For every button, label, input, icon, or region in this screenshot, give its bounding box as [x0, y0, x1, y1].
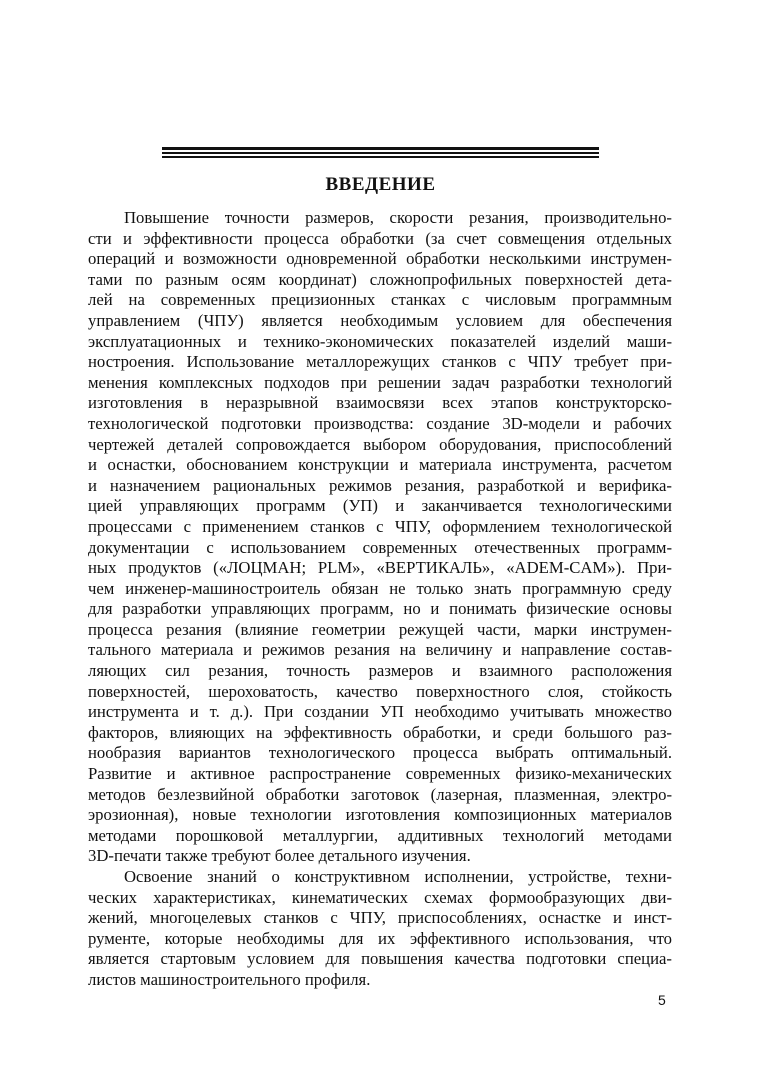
text-line: ных продуктов («ЛОЦМАН; PLM», «ВЕРТИКАЛЬ», «ADEM-CAM»). При-	[88, 558, 672, 578]
text-line: и оснастки, обоснованием конструкции и материала инструмента, расчетом	[88, 455, 672, 475]
text-line: чем инженер-машиностроитель обязан не только знать программную среду	[88, 578, 672, 598]
text-line: эксплуатационных и технико-экономических показателей изделий маши-	[88, 331, 672, 351]
text-line: инструмента и т. д.). При создании УП необходимо учитывать множество	[88, 702, 672, 722]
paragraph-1	[88, 208, 672, 867]
text-line: чертежей деталей сопровождается выбором оборудования, приспособлений	[88, 434, 672, 454]
text-line: Повышение точности размеров, скорости резания, производительно-	[124, 208, 672, 227]
text-line: 3D-печати также требуют более детального изучения.	[88, 846, 471, 866]
text-line: управлением (ЧПУ) является необходимым условием для обеспечения	[88, 310, 672, 330]
text-line: Развитие и активное распространение современных физико-механических	[88, 764, 672, 784]
text-line: процессами с применением станков с ЧПУ, оформлением технологической	[88, 516, 672, 536]
text-line: поверхностей, шероховатость, качество поверхностного слоя, стойкость	[88, 681, 672, 701]
text-line: технологической подготовки производства: создание 3D-модели и рабочих	[88, 413, 672, 433]
header-rule-middle	[162, 152, 599, 154]
text-line: ляющих сил резания, точность размеров и взаимного расположения	[88, 661, 672, 681]
text-line: лей на современных прецизионных станках с числовым программным	[88, 290, 672, 310]
paragraph-2	[88, 867, 672, 991]
text-line: методами порошковой металлургии, аддитивных технологий методами	[88, 825, 672, 845]
text-line: методов безлезвийной обработки заготовок (лазерная, плазменная, электро-	[88, 784, 672, 804]
text-line: цией управляющих программ (УП) и заканчивается технологическими	[88, 496, 672, 516]
text-line: для разработки управляющих программ, но и понимать физические основы	[88, 599, 672, 619]
text-line: нообразия вариантов технологического процесса выбрать оптимальный.	[88, 743, 672, 763]
text-line: менения комплексных подходов при решении задач разработки технологий	[88, 372, 672, 392]
body-text	[88, 208, 672, 991]
text-line: листов машиностроительного профиля.	[88, 969, 371, 989]
page-title: ВВЕДЕНИЕ	[325, 174, 436, 195]
header-rule-top	[162, 147, 599, 150]
text-line: операций и возможности одновременной обработки несколькими инструмен-	[88, 249, 672, 269]
text-line: тами по разным осям координат) сложнопрофильных поверхностей дета-	[88, 269, 672, 289]
text-line: изготовления в неразрывной взаимосвязи всех этапов конструкторско-	[88, 393, 672, 413]
text-line: и назначением рациональных режимов резания, разработкой и верифика-	[88, 475, 672, 495]
text-line: документации с использованием современных отечественных программ-	[88, 537, 672, 557]
text-line: является стартовым условием для повышения качества подготовки специа-	[88, 949, 672, 969]
text-line: эрозионная), новые технологии изготовления композиционных материалов	[88, 805, 672, 825]
page-number: 5	[658, 992, 666, 1008]
text-line: тального материала и режимов резания на величину и направление состав-	[88, 640, 672, 660]
header-rule-bottom	[162, 156, 599, 158]
text-line: жений, многоцелевых станков с ЧПУ, приспособлениях, оснастке и инст-	[88, 908, 672, 928]
text-line: факторов, влияющих на эффективность обработки, и среди большого раз-	[88, 722, 672, 742]
text-line: рументе, которые необходимы для их эффективного использования, что	[88, 928, 672, 948]
text-line: процесса резания (влияние геометрии режущей части, марки инструмен-	[88, 619, 672, 639]
text-line: ческих характеристиках, кинематических схемах формообразующих дви-	[88, 887, 672, 907]
text-line: ностроения. Использование металлорежущих станков с ЧПУ требует при-	[88, 352, 672, 372]
text-line: Освоение знаний о конструктивном исполнении, устройстве, техни-	[124, 867, 672, 886]
text-line: сти и эффективности процесса обработки (за счет совмещения отдельных	[88, 228, 672, 248]
